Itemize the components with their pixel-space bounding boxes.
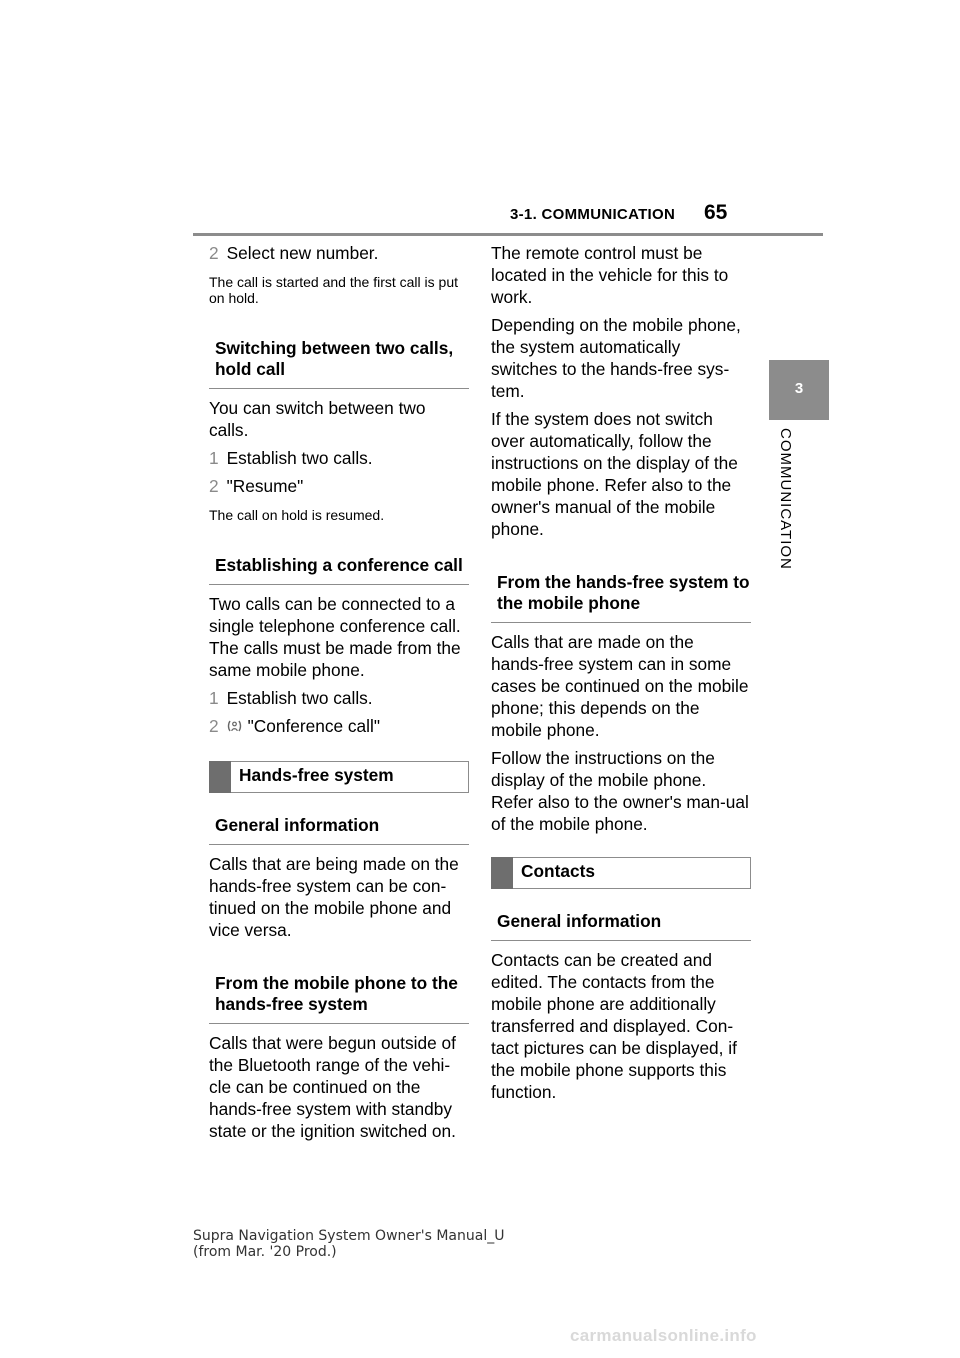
page-header [0, 0, 960, 240]
chapter-number: 3 [794, 380, 804, 397]
paragraph: Follow the instructions on the display of the mobile phone. Refer also to the owner's man-ual of the mobile phone. [491, 748, 749, 834]
heading-bar [209, 761, 231, 793]
paragraph: Calls that are made on the hands-free system can in some cases be continued on the mobile phone; this depends on the mobile phone. [491, 632, 749, 740]
heading-hands-free-system: Hands-free system [209, 761, 469, 793]
step-item: 1 Establish two calls. [209, 448, 373, 468]
chapter-label: COMMUNICATION [777, 428, 794, 570]
paragraph: Contacts can be created and edited. The contacts from the mobile phone are additionally transferred and displayed. Con-tact pictures can be displayed, if the mobile phone supports this function. [491, 950, 737, 1102]
paragraph: Depending on the mobile phone, the system automatically switches to the hands-free sys-tem. [491, 315, 741, 401]
heading-bar [491, 857, 513, 889]
chapter-tab [769, 360, 829, 420]
footer-line: Supra Navigation System Owner's Manual_U [193, 1228, 505, 1244]
conference-call-icon [227, 717, 242, 739]
heading-contacts: Contacts [491, 857, 751, 889]
right-column [491, 240, 751, 1103]
chapter-side-label [770, 428, 798, 588]
paragraph: Calls that are being made on the hands-free system can be con-tinued on the mobile phone and vice versa. [209, 854, 459, 940]
paragraph: You can switch between two calls. [209, 398, 426, 440]
step-item: 2 "Resume" [209, 476, 304, 496]
header-rule [193, 233, 823, 236]
heading-conference-call: Establishing a conference call [209, 545, 469, 585]
paragraph: Calls that were begun outside of the Bluetooth range of the vehi-cle can be continued on the hands-free system with standby state or the ignition switched on. [209, 1033, 456, 1141]
heading-switching-calls: Switching between two calls, hold call [209, 328, 469, 389]
paragraph: If the system does not switch over automatically, follow the instructions on the display of the mobile phone. Refer also to the owner's manual of the mobile phone. [491, 409, 738, 539]
step-item: 2 Select new number. [209, 243, 379, 263]
heading-general-information: General information [491, 911, 751, 941]
left-column [209, 240, 469, 1142]
section-title: 3-1. COMMUNICATION [510, 206, 676, 223]
page-footer [193, 1228, 504, 1260]
footer-line: (from Mar. '20 Prod.) [193, 1244, 337, 1260]
step-item: 2 "Conference call" [209, 715, 469, 739]
note-text: The call is started and the first call is put on hold. [209, 274, 458, 306]
step-item: 1 Establish two calls. [209, 688, 373, 708]
paragraph: The remote control must be located in the vehicle for this to work. [491, 243, 729, 307]
note-text: The call on hold is resumed. [209, 507, 385, 523]
page-number: 65 [704, 201, 728, 224]
heading-hands-free-to-mobile: From the hands-free system to the mobile phone [491, 562, 751, 623]
heading-general-information: General information [209, 815, 469, 845]
paragraph: Two calls can be connected to a single telephone conference call. The calls must be made from the same mobile phone. [209, 594, 461, 680]
heading-mobile-to-hands-free: From the mobile phone to the hands-free system [209, 963, 469, 1024]
watermark: carmanualsonline.info [570, 1326, 757, 1345]
